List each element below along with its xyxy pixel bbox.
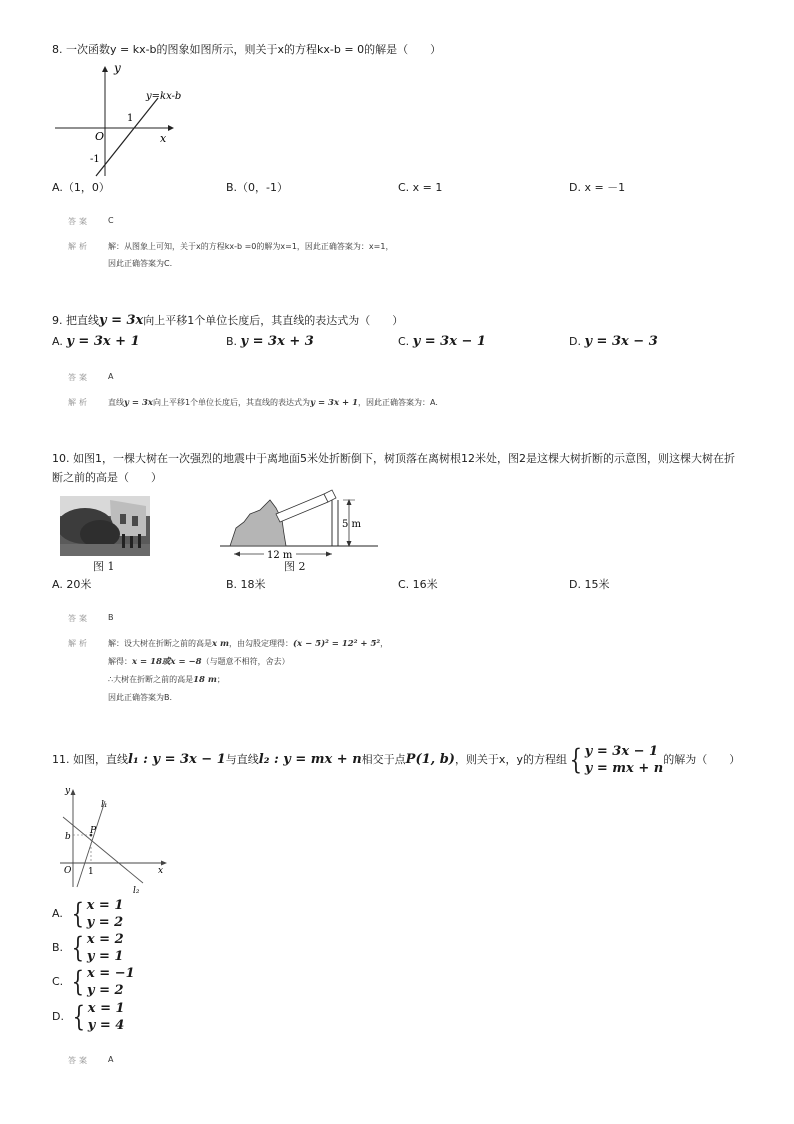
- q10-option-b: B. 18米: [226, 578, 266, 591]
- q8-option-c: C. x = 1: [398, 181, 443, 194]
- q11-l2-label: l₂: [133, 886, 140, 895]
- q10-option-a: A. 20米: [52, 578, 92, 591]
- q8-stem: 8. 一次函数y = kx-b的图象如图所示，则关于x的方程kx-b = 0的解是（ ）: [52, 43, 442, 56]
- q9-analysis: [108, 395, 438, 411]
- q9-option-c: [398, 334, 486, 350]
- q11-option-d: D. { x = 1 y = 4: [52, 1000, 125, 1033]
- q10-option-d: D. 15米: [569, 578, 610, 591]
- q10-analysis-line: ∴大树在折断之前的高是18 m；: [108, 675, 225, 685]
- q11-option-eq: y = 2: [87, 983, 124, 998]
- q9-stem-text: 9. 把直线: [52, 314, 99, 327]
- q9-analysis-label: 解析: [68, 398, 90, 407]
- q9-option-letter: D.: [569, 335, 581, 348]
- q11-system: { y = 3x − 1 y = mx + n: [569, 743, 664, 776]
- q11-stem-math: P(1, b): [405, 752, 455, 767]
- q11-option-letter: C.: [52, 975, 64, 988]
- q9-answer: A: [108, 372, 114, 381]
- q11-option-a: A. { x = 1 y = 2: [52, 897, 124, 930]
- q8-analysis: [108, 239, 393, 271]
- q11-option-eq: y = 2: [86, 915, 124, 930]
- q10-analysis-line: 因此正确答案为B.: [108, 693, 173, 702]
- q11-option-eq: x = 2: [86, 932, 124, 947]
- q10-stem-line-2: 断之前的高是（ ）: [52, 471, 162, 484]
- q11-option-eq: x = −1: [87, 966, 135, 981]
- q8-answer-label: 答案: [68, 217, 90, 226]
- q11-option-letter: B.: [52, 941, 64, 954]
- q8-origin: O: [95, 130, 105, 143]
- q10-analysis-line: 解得：x = 18或x = −8（与题意不相符，舍去）: [108, 657, 290, 667]
- q9-analysis-text: ，因此正确答案为：A.: [357, 398, 438, 407]
- q11-l1-label: l₁: [101, 800, 108, 810]
- q8-tick-y: -1: [90, 154, 100, 165]
- q9-option-b: [226, 334, 314, 350]
- q11-system-eq: y = 3x − 1: [584, 744, 659, 759]
- q10-figure-1-photo: [60, 496, 150, 556]
- q11-p-label: P: [90, 826, 97, 836]
- q9-answer-label: 答案: [68, 373, 90, 382]
- q10-answer: B: [108, 613, 114, 622]
- q9-option-expr: y = 3x − 1: [412, 334, 486, 349]
- q9-stem-math: y = 3x: [99, 313, 144, 328]
- q8-option-d: D. x = －1: [569, 181, 626, 194]
- q8-option-a: A.（1，0）: [52, 181, 110, 194]
- q8-option-b: B.（0，-1）: [226, 181, 289, 194]
- q10-figure-1-caption: 图 1: [93, 560, 115, 573]
- q11-stem-math: l₂ : y = mx + n: [258, 752, 362, 767]
- q8-y-label: y: [114, 61, 121, 75]
- q10-figure-2-caption: 图 2: [284, 560, 306, 573]
- q11-option-eq: y = 4: [87, 1018, 125, 1033]
- q8-x-label: x: [160, 132, 167, 145]
- q8-graph: [50, 58, 190, 180]
- q10-fig2-base-label: 12 m: [267, 550, 293, 561]
- q10-fig2-height-label: 5 m: [342, 519, 362, 530]
- q11-option-eq: x = 1: [86, 898, 124, 913]
- q9-option-expr: y = 3x + 1: [66, 334, 140, 349]
- q11-stem-text: 相交于点: [361, 753, 406, 766]
- q11-b-label: b: [65, 832, 71, 842]
- q11-option-eq: y = 1: [86, 949, 124, 964]
- q11-stem-text: ，则关于x，y的方程组: [454, 753, 567, 766]
- q10-analysis-label: 解析: [68, 639, 90, 648]
- q9-analysis-text: 直线: [108, 398, 124, 407]
- q11-x-label: x: [158, 866, 164, 876]
- q9-analysis-text: 向上平移1个单位长度后，其直线的表达式为: [152, 398, 311, 407]
- q11-stem: [52, 743, 740, 777]
- q8-answer: C: [108, 216, 114, 225]
- q11-option-letter: D.: [52, 1010, 64, 1023]
- q8-tick-x: 1: [127, 113, 134, 124]
- q8-line-label: y=kx-b: [146, 91, 182, 102]
- q11-stem-math: l₁ : y = 3x − 1: [128, 752, 226, 767]
- q11-graph: [55, 783, 175, 895]
- q9-option-expr: y = 3x + 3: [240, 334, 314, 349]
- q11-origin: O: [64, 866, 72, 876]
- q9-option-d: [569, 334, 658, 350]
- q10-figure-2-diagram: [220, 484, 380, 564]
- q11-system-eq: y = mx + n: [584, 761, 664, 776]
- q10-option-c: C. 16米: [398, 578, 438, 591]
- q9-stem: [52, 313, 403, 329]
- q11-stem-text: 11. 如图，直线: [52, 753, 128, 766]
- q8-analysis-line: 因此正确答案为C.: [108, 259, 173, 268]
- q11-answer-label: 答案: [68, 1056, 90, 1065]
- q10-analysis-line: 解：设大树在折断之前的高是x m，由勾股定理得：(x − 5)² = 12² + 5²，: [108, 639, 389, 649]
- q10-analysis: [108, 636, 388, 705]
- q9-option-letter: C.: [398, 335, 410, 348]
- q9-analysis-math: y = 3x + 1: [310, 398, 358, 408]
- q8-analysis-label: 解析: [68, 242, 90, 251]
- q9-analysis-math: y = 3x: [124, 398, 153, 408]
- q10-answer-label: 答案: [68, 614, 90, 623]
- q9-option-expr: y = 3x − 3: [584, 334, 658, 349]
- q11-y-label: y: [65, 786, 71, 796]
- q9-stem-text: 向上平移1个单位长度后，其直线的表达式为（ ）: [143, 314, 404, 327]
- q9-option-letter: B.: [226, 335, 238, 348]
- q9-option-letter: A.: [52, 335, 63, 348]
- q11-option-c: C. { x = −1 y = 2: [52, 965, 135, 998]
- q11-option-b: B. { x = 2 y = 1: [52, 931, 124, 964]
- q11-option-letter: A.: [52, 907, 63, 920]
- q11-stem-text: 与直线: [225, 753, 259, 766]
- q9-option-a: [52, 334, 140, 350]
- q11-answer: A: [108, 1055, 114, 1064]
- q10-stem-line-1: 10. 如图1，一棵大树在一次强烈的地震中于离地面5米处折断倒下，树顶落在离树根12米处，图2是这棵大树折断的示意图，则这棵大树在折: [52, 452, 735, 465]
- q8-analysis-line: 解：从图象上可知，关于x的方程kx-b =0的解为x=1，因此正确答案为：x=1，: [108, 242, 394, 251]
- q11-line-l2: [63, 817, 143, 883]
- q11-option-eq: x = 1: [87, 1001, 125, 1016]
- q11-tick-1: 1: [88, 867, 94, 877]
- q11-stem-text: 的解为（ ）: [663, 753, 741, 766]
